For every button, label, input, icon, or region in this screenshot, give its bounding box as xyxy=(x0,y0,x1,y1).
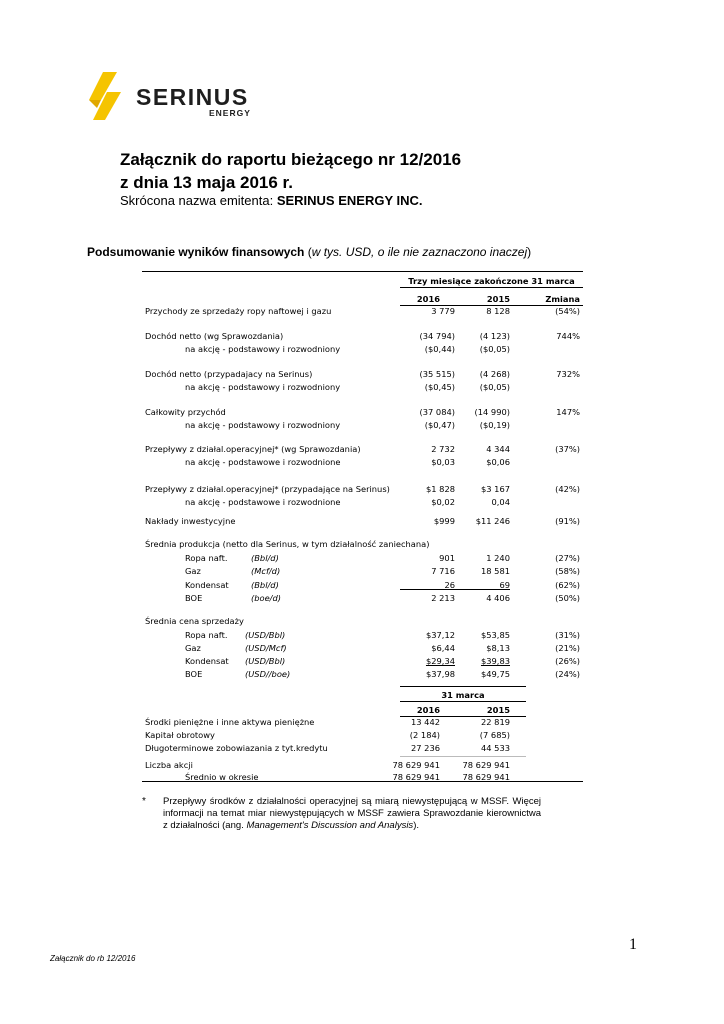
value-change: (37%) xyxy=(555,444,580,454)
price-unit: (USD/Bbl) xyxy=(245,630,286,640)
col-2016: 2016 xyxy=(416,294,440,304)
value-2015: (14 990) xyxy=(474,407,510,417)
footer-reference: Załącznik do rb 12/2016 xyxy=(50,954,136,963)
value-2015: (7 685) xyxy=(479,730,510,740)
value-2016: ($0,45) xyxy=(424,382,455,392)
value-change: (50%) xyxy=(555,593,580,603)
value-change: (91%) xyxy=(555,516,580,526)
t2-bottom-rule xyxy=(142,781,583,782)
production-unit: (Mcf/d) xyxy=(251,566,281,576)
value-2016: ($0,47) xyxy=(424,420,455,430)
value-2015: ($0,05) xyxy=(479,382,510,392)
logo-wordmark: SERINUS xyxy=(136,84,249,110)
value-2015: ($0,19) xyxy=(479,420,510,430)
production-label: BOE xyxy=(185,593,203,603)
production-unit: (Bbl/d) xyxy=(251,580,279,590)
value-2016: $37,98 xyxy=(425,669,455,679)
price-unit: (USD//boe) xyxy=(245,669,291,679)
value-2016: 2 732 xyxy=(431,444,455,454)
value-2015: $11 246 xyxy=(475,516,510,526)
t2-share-rule xyxy=(400,756,526,757)
t2-header-rule xyxy=(400,701,526,702)
production-label: Kondensat xyxy=(185,580,229,590)
value-2015: 8 128 xyxy=(486,306,510,316)
price-header: Średnia cena sprzedaży xyxy=(145,616,244,626)
value-2015: $8,13 xyxy=(486,643,510,653)
price-label: Kondensat xyxy=(185,656,229,666)
value-2016: ($0,44) xyxy=(424,344,455,354)
production-label: Gaz xyxy=(185,566,201,576)
price-label: BOE xyxy=(185,669,203,679)
value-2016: 3 779 xyxy=(431,306,455,316)
row-label: Środki pieniężne i inne aktywa pieniężne xyxy=(145,717,315,727)
value-change: (21%) xyxy=(555,643,580,653)
value-2016: $999 xyxy=(433,516,455,526)
price-label: Gaz xyxy=(185,643,201,653)
production-unit: (boe/d) xyxy=(251,593,281,603)
value-2015: (4 268) xyxy=(479,369,510,379)
row-label: Całkowity przychód xyxy=(145,407,226,417)
value-2016: 7 716 xyxy=(431,566,455,576)
value-change: 732% xyxy=(556,369,580,379)
value-change: 147% xyxy=(556,407,580,417)
paren-open: ( xyxy=(304,245,312,259)
logo-subtitle: ENERGY xyxy=(209,108,251,118)
value-2015: 18 581 xyxy=(480,566,510,576)
serinus-logo-mark-icon xyxy=(85,70,131,122)
report-date: z dnia 13 maja 2016 r. xyxy=(120,173,293,192)
value-2016: $1 828 xyxy=(425,484,455,494)
value-2016: 901 xyxy=(439,553,455,563)
value-2016: 27 236 xyxy=(410,743,440,753)
value-2016: (35 515) xyxy=(419,369,455,379)
value-2015: ($0,05) xyxy=(479,344,510,354)
value-2015: $49,75 xyxy=(480,669,510,679)
value-2015: 1 240 xyxy=(486,553,510,563)
t2-top-rule xyxy=(400,686,526,687)
value-2016: $6,44 xyxy=(431,643,455,653)
footnote-text-a: Przepływy środków z działalności operacyjnej są miarą niewystępującą w MSSF. Więcej informacji na temat miar niewystępujących w MSSF zawiera Sprawozdanie kierownictwa z działalności (ang. xyxy=(163,796,541,831)
value-2015: $0,06 xyxy=(486,457,510,467)
value-2016: 2 213 xyxy=(431,593,455,603)
value-2016: (37 084) xyxy=(419,407,455,417)
t2-col-2015: 2015 xyxy=(486,705,510,715)
row-label: Przepływy z działal.operacyjnej* (przypadające na Serinus) xyxy=(145,484,390,494)
value-2015: 78 629 941 xyxy=(462,760,510,770)
price-unit: (USD/Mcf) xyxy=(245,643,287,653)
value-2016: $0,03 xyxy=(431,457,455,467)
row-label: Długoterminowe zobowiazania z tyt.kredytu xyxy=(145,743,328,753)
value-2015: (4 123) xyxy=(479,331,510,341)
value-2015: $53,85 xyxy=(480,630,510,640)
page-number: 1 xyxy=(629,936,637,953)
value-change: 744% xyxy=(556,331,580,341)
value-2015: 69 xyxy=(499,580,510,590)
issuer-label: Skrócona nazwa emitenta: xyxy=(120,193,277,208)
row-label: na akcję - podstawowe i rozwodnione xyxy=(185,457,341,467)
t2-col-2016: 2016 xyxy=(416,705,440,715)
row-label: Dochód netto (przypadajacy na Serinus) xyxy=(145,369,313,379)
value-2016: (2 184) xyxy=(409,730,440,740)
row-label: Dochód netto (wg Sprawozdania) xyxy=(145,331,284,341)
col-change: Zmiana xyxy=(545,294,580,304)
row-label: na akcję - podstawowe i rozwodnione xyxy=(185,497,341,507)
row-label: Kapitał obrotowy xyxy=(145,730,215,740)
value-2015: $3 167 xyxy=(480,484,510,494)
value-2015: 4 406 xyxy=(486,593,510,603)
section-title-text: Podsumowanie wyników finansowych xyxy=(87,245,305,259)
col-2015: 2015 xyxy=(486,294,510,304)
value-2015: $39,83 xyxy=(480,656,510,666)
table-top-rule xyxy=(142,271,583,272)
production-label: Ropa naft. xyxy=(185,553,228,563)
production-header: Średnia produkcja (netto dla Serinus, w tym działalność zaniechana) xyxy=(145,539,430,549)
issuer-name: SERINUS ENERGY INC. xyxy=(276,193,423,208)
value-change: (58%) xyxy=(555,566,580,576)
price-label: Ropa naft. xyxy=(185,630,228,640)
row-label: na akcję - podstawowy i rozwodniony xyxy=(185,382,341,392)
section-title xyxy=(87,245,531,259)
value-change: (62%) xyxy=(555,580,580,590)
row-label: Nakłady inwestycyjne xyxy=(145,516,236,526)
row-label: Przychody ze sprzedaży ropy naftowej i gazu xyxy=(145,306,332,316)
value-2015: 44 533 xyxy=(480,743,510,753)
value-2016: $37,12 xyxy=(425,630,455,640)
value-2016: (34 794) xyxy=(419,331,455,341)
footnote-text-b: ). xyxy=(413,820,419,831)
row-label: Liczba akcji xyxy=(145,760,193,770)
production-subtotal-rule xyxy=(400,589,510,590)
value-2016: $29,34 xyxy=(425,656,455,666)
footnote-marker: * xyxy=(142,796,146,807)
production-unit: (Bbl/d) xyxy=(251,553,279,563)
value-change: (42%) xyxy=(555,484,580,494)
row-label: na akcję - podstawowy i rozwodniony xyxy=(185,420,341,430)
price-unit: (USD/Bbl) xyxy=(245,656,286,666)
value-change: (24%) xyxy=(555,669,580,679)
value-2016: 78 629 941 xyxy=(392,772,440,782)
value-2015: 4 344 xyxy=(486,444,510,454)
value-2015: 22 819 xyxy=(480,717,510,727)
period-rule xyxy=(400,287,583,288)
value-2016: 13 442 xyxy=(410,717,440,727)
row-label: na akcję - podstawowy i rozwodniony xyxy=(185,344,341,354)
row-label: Przepływy z działal.operacyjnej* (wg Sprawozdania) xyxy=(145,444,361,454)
period-header: Trzy miesiące zakończone 31 marca xyxy=(408,276,575,286)
paren-close: ) xyxy=(527,245,532,259)
value-2016: $0,02 xyxy=(431,497,455,507)
footnote-text-italic: Management's Discussion and Analysis xyxy=(246,820,414,831)
section-subtitle: w tys. USD, o ile nie zaznaczono inaczej xyxy=(311,245,528,259)
t2-header: 31 marca xyxy=(441,690,485,700)
value-change: (27%) xyxy=(555,553,580,563)
footnote-text xyxy=(163,796,541,832)
report-title: Załącznik do raportu bieżącego nr 12/2016 xyxy=(120,150,462,169)
value-change: (26%) xyxy=(555,656,580,666)
value-change: (54%) xyxy=(555,306,580,316)
row-label: Średnio w okresie xyxy=(185,772,259,782)
value-2016: 78 629 941 xyxy=(392,760,440,770)
value-2015: 78 629 941 xyxy=(462,772,510,782)
value-change: (31%) xyxy=(555,630,580,640)
value-2015: 0,04 xyxy=(491,497,510,507)
value-2016: 26 xyxy=(444,580,455,590)
issuer-line xyxy=(120,193,423,208)
